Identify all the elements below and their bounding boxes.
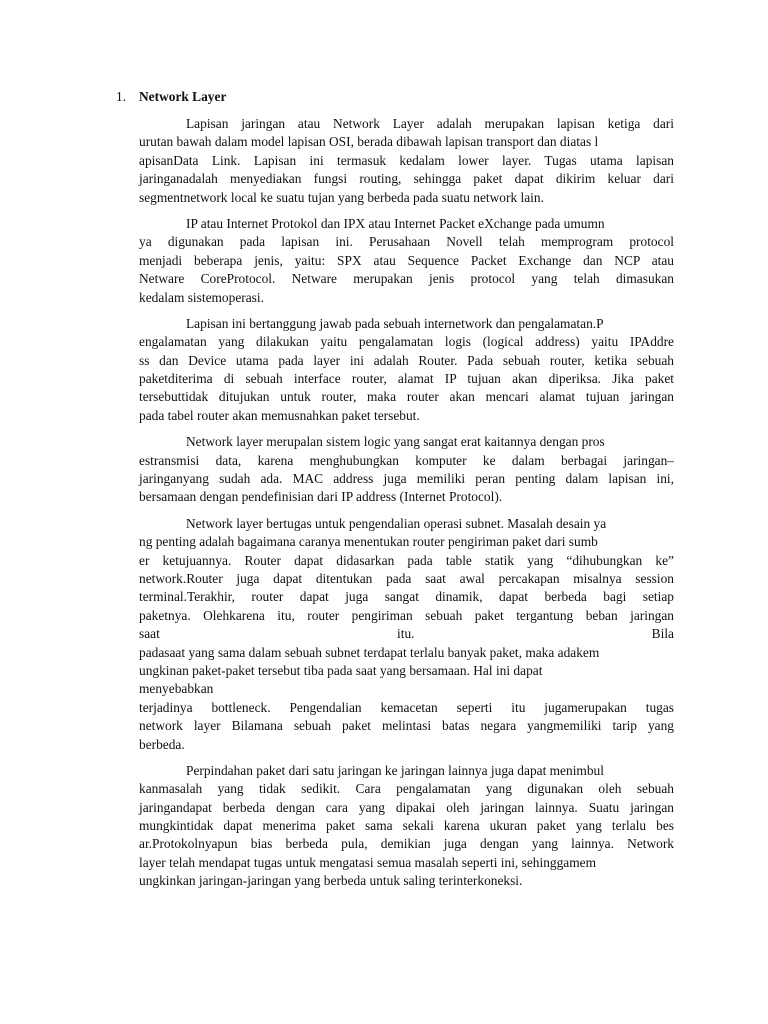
paragraph-line: ungkinan paket-paket tersebut tiba pada saat yang bersamaan. Hal ini dapat [139, 662, 543, 678]
paragraph-line: berbeda. [139, 736, 185, 752]
paragraph [139, 315, 674, 425]
paragraph-line: Perpindahan paket dari satu jaringan ke jaringan lainnya juga dapat menimbul [186, 762, 604, 778]
heading-number: 1. [116, 89, 127, 104]
paragraph-line: bersamaan dengan pendefinisian dari IP address (Internet Protocol). [139, 489, 503, 505]
paragraph-line: estransmisi data, karena menghubungkan komputer ke dalam berbagai jaringan– [139, 452, 674, 468]
paragraph [139, 215, 674, 307]
paragraph-line: ar.Protokolnyapun bias berbeda pula, demikian juga dengan yang lainnya. Network [139, 836, 674, 852]
paragraph-line: terjadinya bottleneck. Pengendalian kemacetan seperti itu jugamerupakan tugas [139, 699, 674, 715]
paragraph-line: Network layer bertugas untuk pengendalian operasi subnet. Masalah desain ya [186, 515, 607, 531]
paragraph-line: terminal.Terakhir, router dapat juga sangat dinamik, dapat berbeda bagi setiap [139, 589, 674, 605]
paragraph-line: ungkinkan jaringan-jaringan yang berbeda untuk saling terinterkoneksi. [139, 873, 523, 889]
paragraph-line: tersebuttidak ditujukan untuk router, maka router akan mencari alamat tujuan jaringan [139, 389, 674, 405]
paragraph-line: kanmasalah yang tidak sedikit. Cara pengalamatan yang digunakan oleh sebuah [139, 781, 674, 797]
paragraph-line: paketditerima di sebuah interface router, alamat IP tujuan akan diperiksa. Jika paket [139, 371, 674, 387]
paragraph-line: saat itu. Bila [139, 626, 674, 642]
paragraph-line: er ketujuannya. Router dapat didasarkan pada table statik yang “dihubungkan ke” [139, 552, 674, 568]
paragraph-line: apisanData Link. Lapisan ini termasuk kedalam lower layer. Tugas utama lapisan [139, 152, 674, 168]
document-body [139, 115, 674, 899]
paragraph-line: urutan bawah dalam model lapisan OSI, berada dibawah lapisan transport dan diatas l [139, 134, 599, 150]
paragraph-line: Network layer merupalan sistem logic yang sangat erat kaitannya dengan pros [186, 434, 605, 450]
paragraph-line: ng penting adalah bagaimana caranya menentukan router pengiriman paket dari sumb [139, 534, 598, 550]
paragraph [139, 433, 674, 507]
paragraph [139, 762, 674, 891]
paragraph-line: jaringanyang sudah ada. MAC address juga memiliki peran penting dalam lapisan ini, [139, 471, 674, 487]
paragraph-line: ss dan Device utama pada layer ini adalah Router. Pada sebuah router, ketika sebuah [139, 352, 674, 368]
paragraph-line: ya digunakan pada lapisan ini. Perusahaan Novell telah memprogram protocol [139, 234, 674, 250]
paragraph-line: network.Router juga dapat ditentukan pada saat awal percakapan misalnya session [139, 570, 674, 586]
paragraph-line: pada tabel router akan memusnahkan paket tersebut. [139, 407, 420, 423]
paragraph-line: Netware CoreProtocol. Netware merupakan jenis protocol yang telah dimasukan [139, 271, 674, 287]
paragraph-line: menjadi beberapa jenis, yaitu: SPX atau Sequence Packet Exchange dan NCP atau [139, 252, 674, 268]
section-heading [116, 88, 226, 106]
paragraph [139, 515, 674, 754]
paragraph-line: segmentnetwork local ke suatu tujan yang berbeda pada suatu network lain. [139, 189, 544, 205]
paragraph-line: Lapisan jaringan atau Network Layer adalah merupakan lapisan ketiga dari [186, 116, 674, 131]
paragraph-line: kedalam sistemoperasi. [139, 289, 264, 305]
paragraph-line: jaringandapat berbeda dengan cara yang dipakai oleh jaringan lainnya. Suatu jaringan [139, 799, 674, 815]
paragraph-line: menyebabkan [139, 681, 214, 697]
paragraph-line: paketnya. Olehkarena itu, router pengiriman sebuah paket tergantung beban jaringan [139, 607, 674, 623]
paragraph-line: Lapisan ini bertanggung jawab pada sebuah internetwork dan pengalamatan.P [186, 315, 604, 331]
paragraph-line: mungkintidak dapat menerima paket sama sekali karena ukuran paket yang terlalu bes [139, 818, 674, 834]
paragraph-line: network layer Bilamana sebuah paket melintasi batas negara yangmemiliki tarip yang [139, 718, 674, 734]
paragraph-line: layer telah mendapat tugas untuk mengatasi semua masalah seperti ini, sehinggamem [139, 854, 597, 870]
heading-title: Network Layer [139, 89, 227, 104]
paragraph-line: IP atau Internet Protokol dan IPX atau Internet Packet eXchange pada umumn [186, 215, 605, 231]
paragraph-line: engalamatan yang dilakukan yaitu pengalamatan logis (logical address) yaitu IPAddre [139, 334, 674, 350]
paragraph [139, 115, 674, 207]
paragraph-line: jaringanadalah menyediakan fungsi routing, sehingga paket dapat dikirim keluar dari [139, 171, 674, 187]
paragraph-line: padasaat yang sama dalam sebuah subnet terdapat terlalu banyak paket, maka adakem [139, 644, 600, 660]
